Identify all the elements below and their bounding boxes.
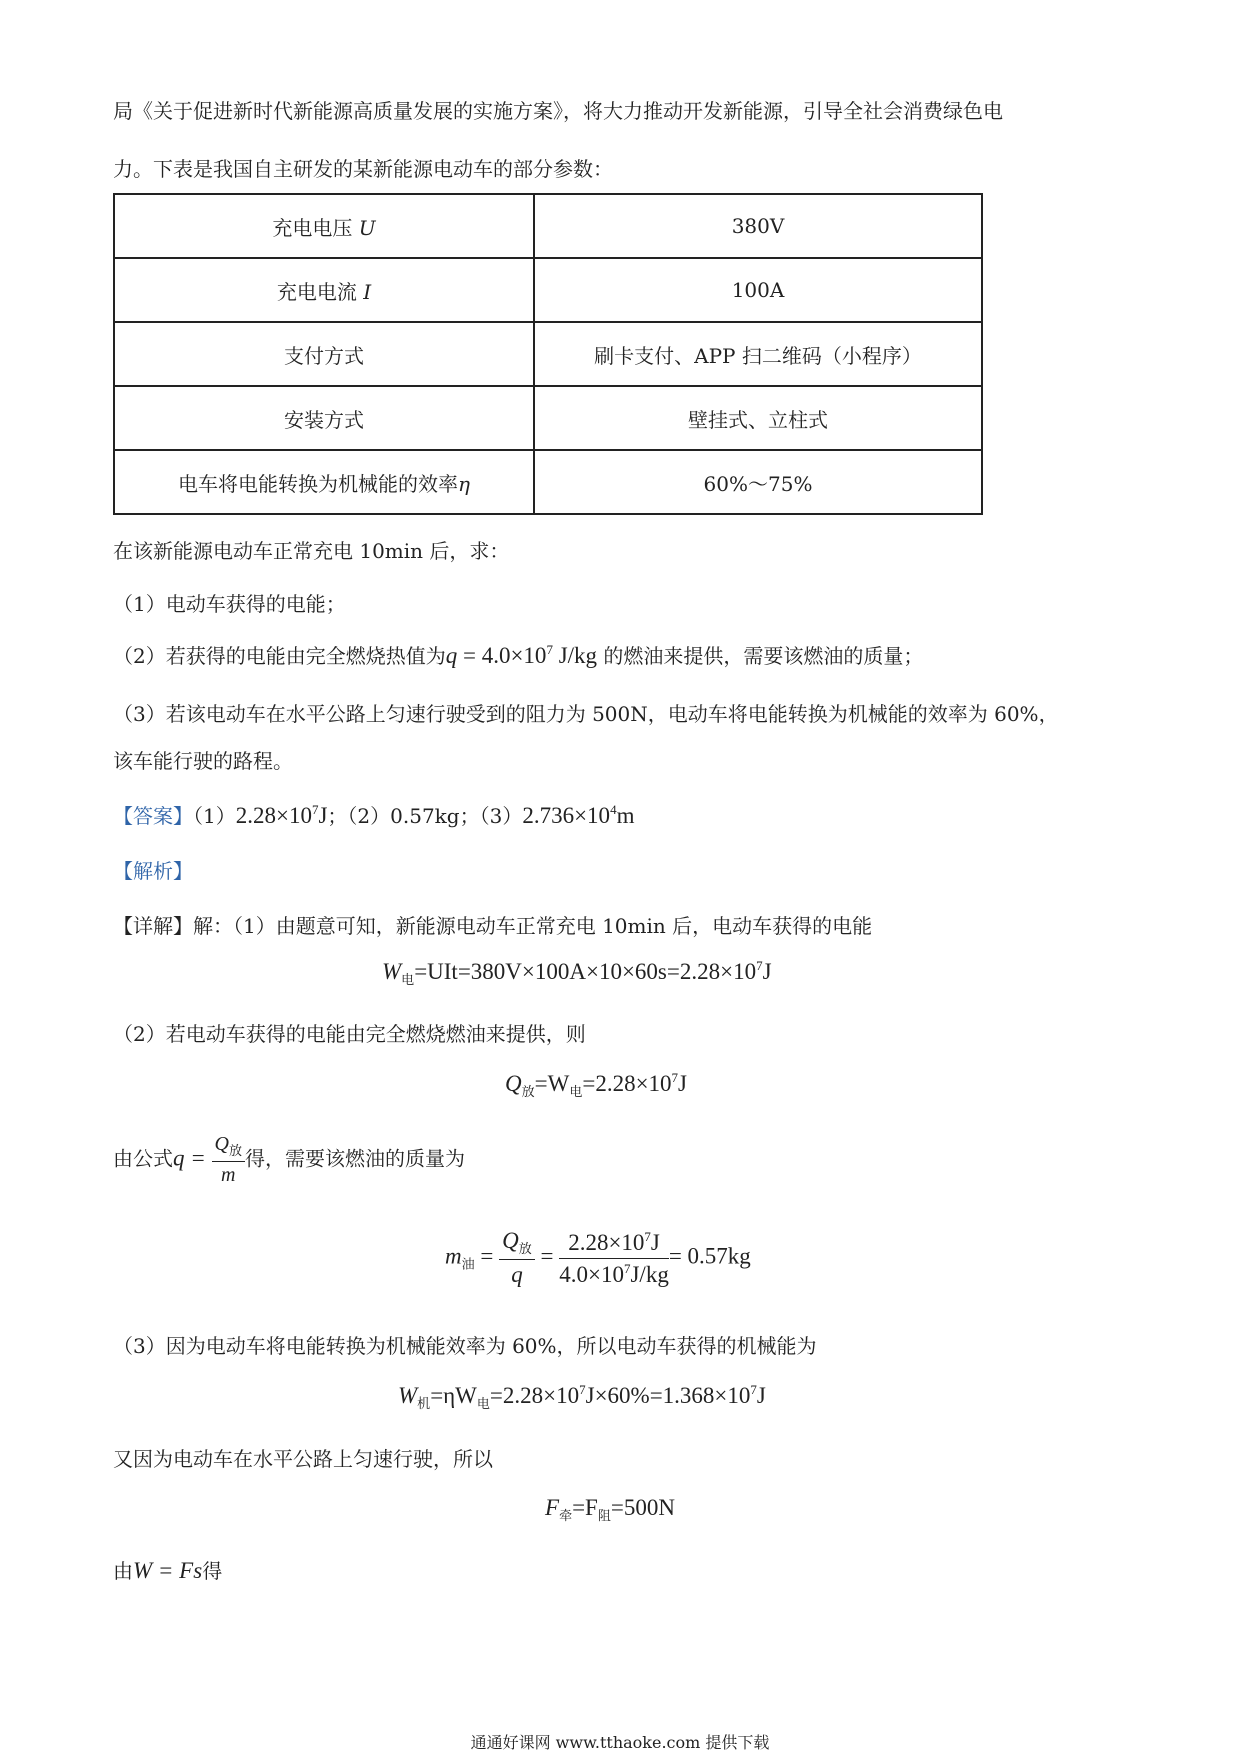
answer-tag: 【答案】 <box>113 804 193 828</box>
table-row <box>114 194 982 258</box>
formula-line: 由公式q = $\frac{Q_放}{m}$ 得，需要该燃油的质量为 <box>113 1133 465 1186</box>
table-cell-value: 壁挂式、立柱式 <box>534 386 982 450</box>
equation-1: $W_电=UIt=380V\times 100A\times 10\times 60s=2.28\times 10^7J$ <box>382 958 772 987</box>
detail-part-4: 又因为电动车在水平公路上匀速行驶，所以 <box>113 1447 493 1471</box>
question-1: （1）电动车获得的电能； <box>113 592 346 616</box>
formula-fraction: $\frac{Q_放}{m}$ <box>212 1133 245 1187</box>
table-row <box>114 450 982 514</box>
table-row <box>114 386 982 450</box>
answer-line: 【答案】$(1)2.28\times 10^7J$；（2）0.57kg；$(3)2.736\times 10^4m$ <box>113 802 635 828</box>
analysis-tag: 【解析】 <box>113 859 193 883</box>
footer-text: 通通好课网 www.tthaoke.com 提供下载 <box>470 1733 770 1752</box>
equation-5: $F_牵=F_阻=500N$ <box>545 1495 675 1523</box>
detail-part-2: （2）若电动车获得的电能由完全燃烧燃油来提供，则 <box>113 1022 586 1046</box>
question-3-line-1: （3）若该电动车在水平公路上匀速行驶受到的阻力为 500N，电动车将电能转换为机械能的效率为 60%， <box>113 702 1059 726</box>
table-row <box>114 322 982 386</box>
table-cell-label: 充电电流 I <box>114 258 534 322</box>
table-cell-label: 安装方式 <box>114 386 534 450</box>
equation-4: $W_机=\eta W_电=2.28\times 10^7J\times 60\%=1.368\times 10^7J$ <box>398 1382 766 1411</box>
intro-line-1: 局《关于促进新时代新能源高质量发展的实施方案》，将大力推动开发新能源，引导全社会消费绿色电 <box>113 99 1003 123</box>
detail-part-3: （3）因为电动车将电能转换为机械能效率为 60%，所以电动车获得的机械能为 <box>113 1334 817 1358</box>
detail-part-5: 由W = Fs得 <box>113 1558 223 1583</box>
table-cell-label: 充电电压 U <box>114 194 534 258</box>
parameter-table <box>113 193 983 515</box>
table-row <box>114 258 982 322</box>
table-cell-label: 电车将电能转换为机械能的效率η <box>114 450 534 514</box>
table-cell-value: 380V <box>534 194 982 258</box>
table-cell-value: 100A <box>534 258 982 322</box>
question-2: （2）若获得的电能由完全燃烧热值为$q = 4.0\times 10^7$ J/kg 的燃油来提供，需要该燃油的质量； <box>113 642 924 668</box>
question-stem: 在该新能源电动车正常充电 10min 后，求： <box>113 539 510 563</box>
table-cell-value: 60%～75% <box>534 450 982 514</box>
table-cell-label: 支付方式 <box>114 322 534 386</box>
question-3-line-2: 该车能行驶的路程。 <box>113 749 293 773</box>
table-cell-value: 刷卡支付、APP 扫二维码（小程序） <box>534 322 982 386</box>
equation-2: $Q_放=W_电=2.28\times 10^7J$ <box>505 1070 687 1099</box>
intro-line-2: 力。下表是我国自主研发的某新能源电动车的部分参数： <box>113 157 613 181</box>
equation-3: $m_油$ = $\frac{Q_放}{q}$ = $\frac{2.28\times 10^7J}{4.0\times 10^7J/kg}$ = 0.57kg <box>445 1228 751 1287</box>
detail-intro: 【详解】解：（1）由题意可知，新能源电动车正常充电 10min 后，电动车获得的电能 <box>113 914 873 938</box>
